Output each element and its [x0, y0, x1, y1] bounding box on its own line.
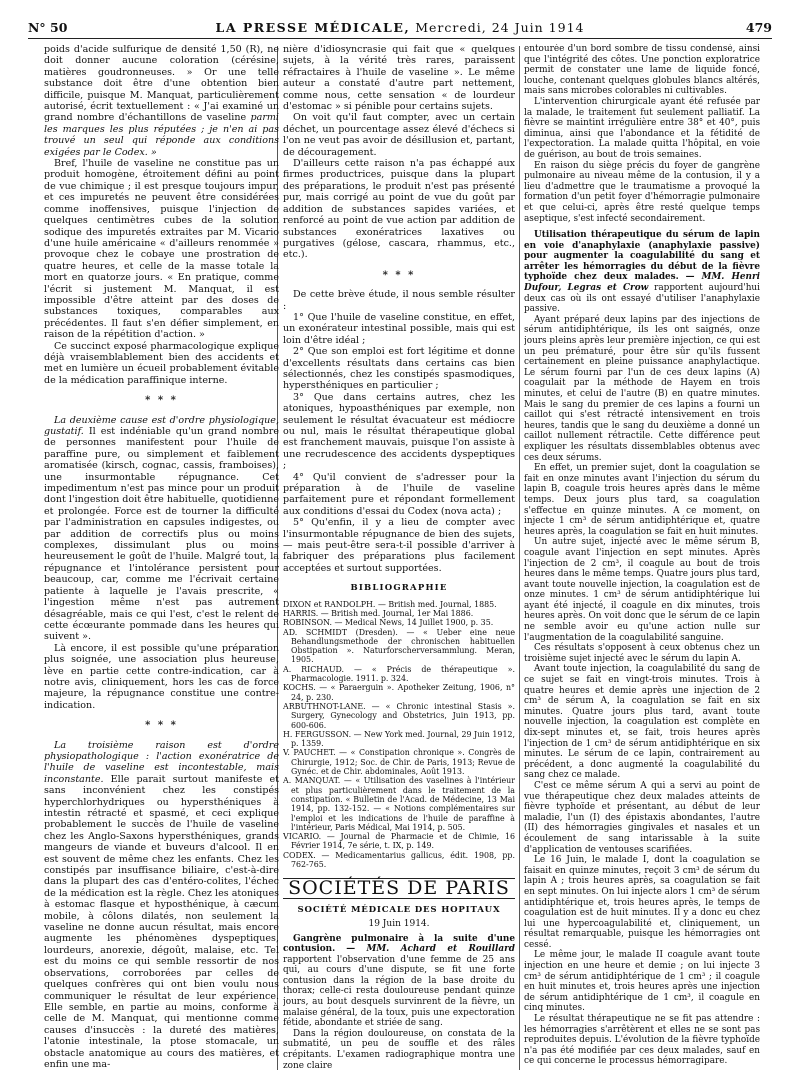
bibliography-entry: CODEX. — Medicamentarius gallicus, édit. 1908, pp. 762-765. — [283, 850, 515, 869]
paragraph: Là encore, il est possible qu'une préparation plus soignée, une association plus heureuse, lève en partie cette contre-indication, car à notre avis, cliniquement, hors les cas de force majeure, la répugnance constitue une contre-indication. — [44, 642, 279, 711]
section-separator: * * * — [145, 720, 178, 732]
journal-title: LA PRESSE MÉDICALE, — [215, 20, 411, 35]
bibliography-entry: ARBUTHNOT-LANE. — « Chronic intestinal Stasis ». Surgery, Gynecology and Obstetrics, Juin 1913, pp. 600-606. — [283, 701, 515, 730]
paragraph: La deuxième cause est d'ordre physiologique, gustatif. Il est indéniable qu'un grand nombre de personnes manifestent pour l'huile de paraffine pure, ou simplement et faiblement aromatisée (kirsch, cognac, cassis, framboises), une insurmontable répugnance. Cet impedimentum n'est pas mince pour un produit dont l'ingestion doit être habituelle, quotidienne et prolongée. Force est de tourner la difficulté par l'administration en capsules indigestes, ou par addition de correctifs plus ou moins complexes, dissimulant plus ou moins heureusement le goût de l'huile. Malgré tout, la répugnance et l'intolérance persistent pour beaucoup, car, comme me l'écrivait certaine patiente à laquelle je l'avais prescrite, « l'ingestion même n'est pas autrement désagréable, mais ce qui l'est, c'est le relent de cette écœurante pommade dans les heures qui suivent ». — [44, 414, 279, 643]
issue-number: N° 50 — [28, 20, 68, 35]
paragraph: Dans la région douloureuse, on constata de la submatité, un peu de souffle et des râles crépitants. L'examen radiographique montra une zone claire — [283, 1028, 515, 1071]
journal-masthead — [28, 20, 772, 35]
bibliography-list — [283, 600, 515, 870]
paragraph: Utilisation thérapeutique du sérum de lapin en voie d'anaphylaxie (anaphylaxie passive) pour augmenter la coagulabilité du sang et arrêter les hémorragies du début de la fièvre typhoïde chez deux malades. — MM. Henri Dufour, Legras et Crow rapportent aujourd'hui deux cas où ils ont essayé d'utiliser l'anaphylaxie passive. — [524, 230, 760, 315]
section-banner: SOCIÉTÉS DE PARIS — [283, 878, 515, 898]
paragraph: On voit qu'il faut compter, avec un certain déchet, un pourcentage assez élevé d'échecs si l'on ne veut pas avoir de désillusion et, partant, de découragement. — [283, 112, 515, 158]
bibliography-title: BIBLIOGRAPHIE — [350, 583, 448, 594]
page-header — [28, 18, 772, 39]
paragraph: En raison du siège précis du foyer de gangrène pulmonaire au niveau même de la contusion, il y a lieu d'admettre que le traumatisme a provoqué la formation d'un petit foyer d'hémorragie pulmonaire et que celui-ci, après être resté quelque temps aseptique, s'est infecté secondairement. — [524, 160, 760, 224]
paragraph: nière d'idiosyncrasie qui fait que « quelques sujets, à la vérité très rares, paraissent réfractaires à l'huile de vaseline ». Le même auteur a constaté d'autre part nettement, comme nous, cette sensation « de lourdeur d'estomac » si pénible pour certains sujets. — [283, 44, 515, 113]
column-rule-2 — [519, 46, 520, 1070]
paragraph: Le même jour, le malade II coagule avant toute injection en une heure et demie ; on lui injecte 3 cm³ de sérum antidiphtérique de 1 cm³ ; il coagule en huit minutes et, trois heures après une injection de sérum antidiphtérique de 1 cm³, il coagule en cinq minutes. — [524, 950, 760, 1014]
paragraph: La troisième raison est d'ordre physiopathologique : l'action exonératrice de l'huile de vaseline est incontestable, mais inconstante. Elle parait surtout manifeste et sans inconvénient chez les constipés hyperchlorhydriques ou hypersthéniques à intestin rétracté et spasmé, et ceci explique probablement le succès de l'huile de vaseline chez les Anglo-Saxons hypersthéniques, grands mangeurs de viande et buveurs d'alcool. Il en est souvent de même chez les enfants. Chez les constipés par insuffisance biliaire, c'est-à-dire dans la plupart des cas d'entéro-colites, l'échec de la médication est la règle. Chez les atoniques à estomac flasque et hyposthénique, à cæcum mobile, à côlons dilatés, non seulement la vaseline ne donne aucun résultat, mais encore augmente les phénomènes dyspeptiques, lourdeurs, anorexie, dégoût, malaise, etc. Tel est du moins ce qui semble ressortir de nos observations, corroborées par celles de quelques confrères qui ont bien voulu nous communiquer le résultat de leur expérience. Elle semble, en partie au moins, conforme à celle de M. Manquat, qui mentionne comme causes d'insuccès : la dureté des matières, l'atonie intestinale, la ptose stomacale, un obstacle anatomique au cours des matières, et enfin une ma- — [44, 739, 279, 1070]
paragraph: poids d'acide sulfurique de densité 1,50 (R), ne doit donner aucune coloration (cérésine, matières goudronneuses. » Or une telle substance doit être d'une obtention bien difficile, puisque M. Manquat, particulièrement autorisé, écrit textuellement : « J'ai examiné un grand nombre d'échantillons de vaseline parmi les marques les plus réputées ; je n'en ai pas trouvé un seul qui réponde aux conditions exigées par le Codex. » — [44, 44, 279, 158]
paragraph: En effet, un premier sujet, dont la coagulation se fait en onze minutes avant l'injection du sérum du lapin B, coagule trois heures après dans le même temps. Deux jours plus tard, sa coagulation s'effectue en quinze minutes. A ce moment, on injecte 1 cm³ de sérum antidiphtérique et, quatre heures après, la coagulation se fait en huit minutes. — [524, 463, 760, 537]
conclusion-item: 2° Que son emploi est fort légitime et donne d'excellents résultats dans certains cas bien sélectionnés, chez les constipés spasmodiques, hypersthéniques en particulier ; — [283, 346, 515, 392]
paragraph: Avant toute injection, la coagulabilité du sang de ce sujet se fait en vingt-trois minutes. Trois à quatre heures et demie après une injection de 2 cm³ de sérum A, la coagulation se fait en six minutes. Quatre jours plus tard, avant toute nouvelle injection, la coagulation est complète en dix-sept minutes et, se fait, trois heures après l'injection de 1 cm³ de sérum antidiphtérique en six minutes. Le sérum de ce lapin, contrairement au précédent, a donc augmenté la coagulabilité du sang chez ce malade. — [524, 664, 760, 781]
column-middle — [283, 44, 515, 1074]
paragraph: Ces résultats s'opposent à ceux obtenus chez un troisième sujet injecté avec le sérum du lapin A. — [524, 643, 760, 664]
column-right — [524, 44, 760, 1074]
conclusion-item: 4° Qu'il convient de s'adresser pour la préparation à de l'huile de vaseline parfaitement pure et répondant formellement aux conditions d'essai du Codex (nova acta) ; — [283, 471, 515, 517]
paragraph: De cette brève étude, il nous semble résulter : — [283, 289, 515, 312]
bibliography-entry: DIXON et RANDOLPH. — British med. Journal, 1885. — [283, 599, 497, 609]
paragraph: D'ailleurs cette raison n'a pas échappé aux firmes productrices, puisque dans la plupart des préparations, le produit n'est pas présenté pur, mais corrigé au point de vue du goût par addition de substances sapides variées, et renforcé au point de vue action par addition de substances exonératrices laxatives ou purgatives (gélose, cascara, rhammus, etc., etc.). — [283, 158, 515, 261]
bibliography-entry: ROBINSON. — Medical News, 14 Juillet 1900, p. 35. — [283, 618, 494, 628]
bibliography-entry: H. FERGUSSON. — New York med. Journal, 29 Juin 1912, p. 1359. — [283, 729, 515, 749]
paragraph: Un autre sujet, injecté avec le même sérum B, coagule avant l'injection en sept minutes. Après l'injection de 2 cm³, il coagule au bout de trois heures dans le même temps. Quatre jours plus tard, avant toute nouvelle injection, la coagulation est de onze minutes. 1 cm³ de sérum antidiphtérique lui ayant été injecté, il coagule en dix minutes, trois heures après. On voit donc que le sérum de ce lapin ne semble avoir eu qu'une action nulle sur l'augmentation de la coagulabilité sanguine. — [524, 537, 760, 643]
paragraph: Le 16 Juin, le malade I, dont la coagulation se faisait en quinze minutes, reçoit 3 cm³ de sérum du lapin A ; trois heures après, sa coagulation se fait en sept minutes. On lui injecte alors 1 cm³ de sérum antidiphtérique et, trois heures après, le temps de coagulation est de huit minutes. Il y a donc eu chez lui une hypercoagulabilité et, cliniquement, un résultat remarquable, puisque les hémorragies ont cessé. — [524, 855, 760, 950]
paragraph: Bref, l'huile de vaseline ne constitue pas un produit homogène, étroitement défini au point de vue chimique ; il est presque toujours impur, et ces impuretés ne peuvent être considérées comme inoffensives, puisque l'injection de quelques centimètres cubes de la solution sodique des impuretés extraites par M. Vicario d'une huile américaine « d'ailleurs renommée » provoque chez le cobaye une prostration de quatre heures, et celle de la masse totale la mort en quatorze jours. « En pratique, comme l'écrit si justement M. Manquat, il est impossible d'être atteint par des doses de substances toxiques, comparables aux précédentes. Il faut s'en défier simplement, en raison de la répétition d'action. » — [44, 158, 279, 341]
paragraph: Gangrène pulmonaire à la suite d'une contusion. — MM. Achard et Rouillard rapportent l'observation d'une femme de 25 ans qui, au cours d'une dispute, se fit une forte contusion dans la région de la base droite du thorax; celle-ci resta douloureuse pendant quinze jours, au bout desquels survinrent de la fièvre, un malaise général, de la toux, puis une expectoration fétide, abondante et striée de sang. — [283, 933, 515, 1029]
society-name: SOCIÉTÉ MÉDICALE DES HOPITAUX — [297, 904, 501, 915]
paragraph: C'est ce même sérum A qui a servi au point de vue thérapeutique chez deux malades atteints de fièvre typhoïde et présentant, au début de leur maladie, l'un (I) des épistaxis abondantes, l'autre (II) des hémorragies gingivales et nasales et un écoulement de sang intarissable à la suite d'application de ventouses scarifiées. — [524, 780, 760, 855]
bibliography-entry: HARRIS. — British med. Journal, 1er Mai 1886. — [283, 608, 474, 618]
bibliography-entry: KOCHS. — « Paraerguin ». Apotheker Zeitung, 1906, n° 24, p. 230. — [283, 683, 515, 702]
issue-date: Mercredi, 24 Juin 1914 — [415, 20, 585, 35]
paragraph: entourée d'un bord sombre de tissu condensé, ainsi que l'intégrité des côtes. Une ponction exploratrice permit de constater une lame de liquide foncé, louche, contenant quelques globules blancs altérés, mais sans microbes colorables ni cultivables. — [524, 44, 760, 97]
column-left — [44, 44, 279, 1074]
conclusion-item: 1° Que l'huile de vaseline constitue, en effet, un exonérateur intestinal possible, mais qui est loin d'être idéal ; — [283, 311, 515, 346]
bibliography-entry: V. PAUCHET. — « Constipation chronique ». Congrès de Chirurgie, 1912; Soc. de Chir. de Paris, 1913; Revue de Gynéc. et de Chir. abdominales, Août 1913. — [283, 748, 515, 777]
bibliography-entry: VICARIO. — Journal de Pharmacie et de Chimie, 16 Février 1914, 7e série, t. IX, p. 149. — [283, 832, 515, 851]
paragraph: Ce succinct exposé pharmacologique explique déjà vraisemblablement bien des accidents et met en lumière un écueil probablement évitable de la médication paraffinique interne. — [44, 340, 279, 386]
bibliography-entry: A. RICHAUD. — « Précis de thérapeutique ». Pharmacologie. 1911. p. 324. — [283, 664, 515, 684]
paragraph: L'intervention chirurgicale ayant été refusée par la malade, le traitement fut seulement palliatif. La fièvre se maintint irrégulière entre 38° et 40°, puis diminua, ainsi que l'abondance et la fétidité de l'expectoration. La malade quitta l'hôpital, en voie de guérison, au bout de trois semaines. — [524, 96, 760, 160]
section-separator: * * * — [382, 269, 416, 281]
paragraph: Le résultat thérapeutique ne se fit pas attendre : les hémorragies s'arrêtèrent et elles ne se sont pas reproduites depuis. L'évolution de la fièvre typhoïde n'a pas été modifiée par ces deux malades, sauf en ce qui concerne le processus hémorragipare. — [524, 1014, 760, 1067]
bibliography-entry: AD. SCHMIDT (Dresden). — « Ueber eine neue Behandlungsmethode der chronischen habituellen Obstipation ». Naturforscherversammlung. Meran, 1905. — [283, 627, 515, 665]
session-date: 19 Juin 1914. — [368, 919, 430, 930]
paragraph: Ayant préparé deux lapins par des injections de sérum antidiphtérique, ils les ont saignés, onze jours pleins après leur première injection, ce qui est un peu prématuré, pour être sûr qu'ils fussent certainement en pleine puissance anaphylactique. Le sérum fourni par l'un de ces deux lapins (A) coagulait par la méthode de Hayem en trois minutes, et celui de l'autre (B) en quatre minutes. Mais le sang du premier de ces lapins a fourni un caillot qui s'est rétracté intensivement en trois heures, tandis que le sang du deuxième a donné un caillot nullement rétractile. Cette différence peut expliquer les résultats dissemblables obtenus avec ces deux sérums. — [524, 314, 760, 463]
page-number: 479 — [745, 20, 772, 35]
conclusion-item: 5° Qu'enfin, il y a lieu de compter avec l'insurmontable répugnance de bien des sujets, — mais peut-être sera-t-il possible d'arriver à fabriquer des préparations plus facilement acceptées et surtout supportées. — [283, 517, 515, 574]
conclusion-item: 3° Que dans certains autres, chez les atoniques, hypoasthéniques par exemple, non seulement le résultat évacuateur est médiocre ou nul, mais le résultat thérapeutique global est franchement mauvais, puisque l'on assiste à une recrudescence des accidents dyspeptiques ; — [283, 391, 515, 472]
bibliography-entry: A. MANQUAT. — « Utilisation des vaselines à l'intérieur et plus particulièrement dans le traitement de la constipation. « Bulletin de l'Acad. de Médecine, 13 Mai 1914, pp. 132-152. — « Notions complémentaires sur l'emploi et les indications de l'huile de paraffine à l'intérieur, Paris Médical, Mai 1914, p. 505. — [283, 776, 515, 832]
section-separator: * * * — [145, 395, 178, 407]
